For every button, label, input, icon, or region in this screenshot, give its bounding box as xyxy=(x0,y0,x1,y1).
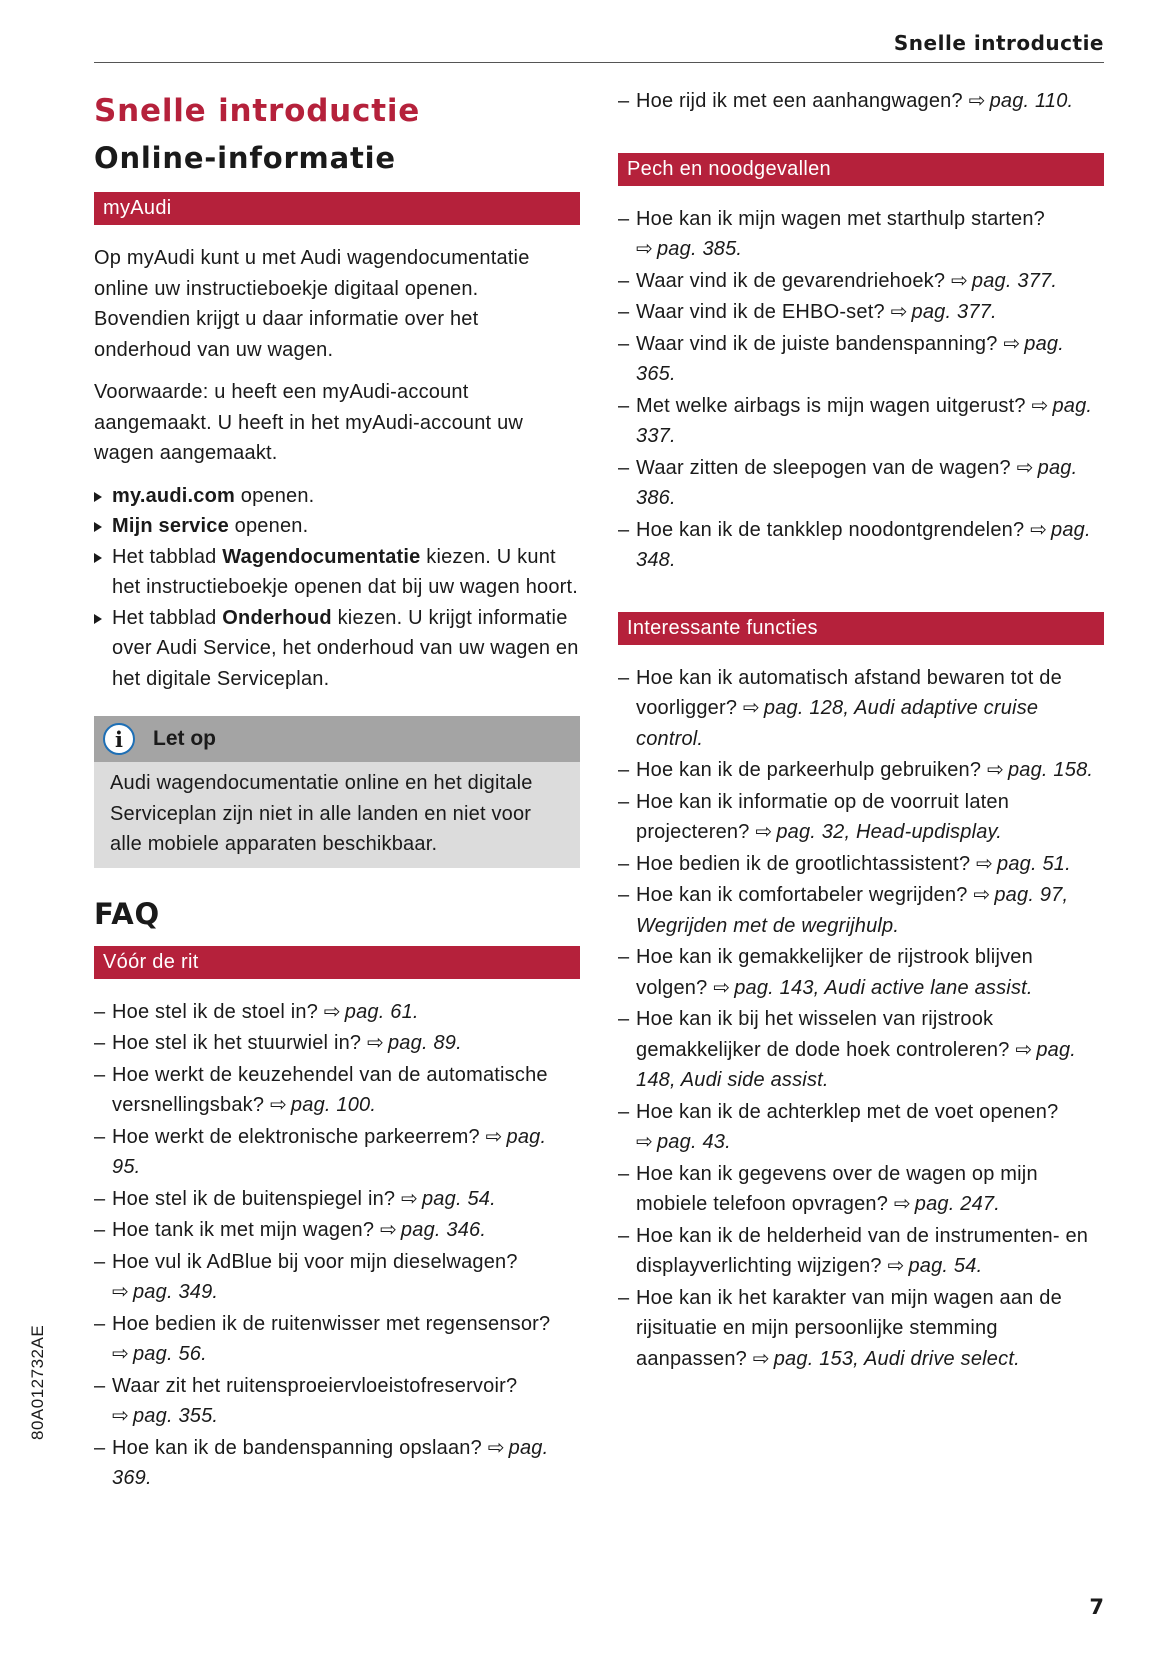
faq-question: Hoe kan ik het karakter van mijn wagen aan de rijsituatie en mijn persoonlijke stemming aanpassen? xyxy=(636,1286,1062,1370)
faq-item xyxy=(618,329,1104,390)
reference-text: pag. 247. xyxy=(914,1193,1000,1215)
dash-marker: – xyxy=(94,1312,106,1335)
dash-marker: – xyxy=(618,759,630,781)
dash-marker: – xyxy=(94,1374,106,1397)
step-text: openen. xyxy=(228,515,309,537)
reference-arrow-icon: ⇨ xyxy=(752,1347,770,1370)
dash-marker: – xyxy=(618,790,630,813)
reference-arrow-icon: ⇨ xyxy=(636,238,653,260)
reference-arrow-icon: ⇨ xyxy=(1016,456,1034,479)
reference-arrow-icon: ⇨ xyxy=(968,90,986,112)
note-text: Audi wagendocumentatie online en het digitale Serviceplan zijn niet in alle landen en niet voor alle mobiele apparaten beschikbaar. xyxy=(110,772,533,855)
faq-item xyxy=(618,942,1104,1003)
faq-question: Hoe kan ik de parkeerhulp gebruiken? xyxy=(636,759,982,781)
myaudi-intro-paragraph: Op myAudi kunt u met Audi wagendocumentatie online uw instructieboekje digitaal openen. Bovendien krijgt u daar informatie over het onderhoud van uw wagen. xyxy=(94,247,530,361)
dash-marker: – xyxy=(94,1125,106,1148)
faq-question: Hoe tank ik met mijn wagen? xyxy=(112,1219,375,1241)
reference-text: pag. 97, Wegrijden met de wegrijhulp. xyxy=(636,884,1069,937)
dash-marker: – xyxy=(618,269,630,292)
faq-item xyxy=(94,1433,580,1494)
step-item xyxy=(94,511,580,542)
step-bold: Mijn service xyxy=(112,515,229,537)
reference-arrow-icon: ⇨ xyxy=(742,697,760,719)
reference-arrow-icon: ⇨ xyxy=(323,1000,341,1023)
reference-text: pag. 377. xyxy=(911,301,997,323)
dash-marker: – xyxy=(618,1286,630,1309)
reference-text: pag. 32, Head-updisplay. xyxy=(776,821,1003,843)
top-item-list xyxy=(618,86,1104,117)
reference-text: pag. 348. xyxy=(636,518,1091,571)
reference-text: pag. 54. xyxy=(908,1255,983,1277)
step-item xyxy=(94,603,580,695)
note-header xyxy=(94,716,580,762)
dash-marker: – xyxy=(94,1436,106,1459)
faq-question: Waar vind ik de EHBO-set? xyxy=(636,301,885,323)
faq-question: Hoe rijd ik met een aanhangwagen? xyxy=(636,90,963,112)
reference-arrow-icon: ⇨ xyxy=(112,1343,129,1365)
page-reference[interactable] xyxy=(636,238,742,260)
section-title: Snelle introductie xyxy=(94,93,421,129)
reference-text: pag. 43. xyxy=(656,1131,731,1153)
reference-arrow-icon: ⇨ xyxy=(485,1125,503,1148)
faq-question: Hoe bedien ik de ruitenwisser met regensensor? xyxy=(112,1312,551,1335)
faq-question: Hoe kan ik de bandenspanning opslaan? xyxy=(112,1436,482,1459)
faq-question: Hoe stel ik het stuurwiel in? xyxy=(112,1032,362,1054)
dash-marker: – xyxy=(618,332,630,355)
reference-text: pag. 89. xyxy=(387,1032,462,1054)
step-bold: my.audi.com xyxy=(112,484,235,507)
faq-item xyxy=(618,266,1104,297)
reference-text: pag. 61. xyxy=(344,1000,419,1023)
faq-item xyxy=(618,86,1104,117)
dash-marker: – xyxy=(618,1162,630,1185)
dash-marker: – xyxy=(618,301,630,323)
step-item xyxy=(94,481,580,512)
faq-item xyxy=(618,1221,1104,1282)
step-text: kiezen. U kunt het instructieboekje openen dat bij uw wagen hoort. xyxy=(112,545,579,598)
faq-item xyxy=(618,787,1104,848)
dash-marker: – xyxy=(94,1219,106,1241)
dash-marker: – xyxy=(618,884,630,906)
reference-text: pag. 110. xyxy=(989,90,1074,112)
faq-question: Hoe stel ik de stoel in? xyxy=(112,1000,319,1023)
faq-question: Hoe vul ik AdBlue bij voor mijn dieselwagen? xyxy=(112,1250,518,1273)
myaudi-steps xyxy=(94,481,580,695)
faq-item xyxy=(94,1184,580,1215)
page-reference[interactable] xyxy=(636,1131,731,1153)
reference-text: pag. 337. xyxy=(636,394,1093,447)
faq-item xyxy=(94,1247,580,1308)
dash-marker: – xyxy=(618,394,630,417)
reference-arrow-icon: ⇨ xyxy=(1015,1038,1033,1061)
reference-arrow-icon: ⇨ xyxy=(887,1255,905,1277)
reference-arrow-icon: ⇨ xyxy=(890,301,908,323)
reference-arrow-icon: ⇨ xyxy=(976,852,993,875)
page-reference[interactable] xyxy=(951,270,1057,292)
page-reference[interactable] xyxy=(380,1219,486,1241)
reference-text: pag. 369. xyxy=(112,1436,549,1489)
reference-arrow-icon: ⇨ xyxy=(986,759,1004,781)
note-box xyxy=(94,716,580,868)
faq-question: Hoe kan ik gemakkelijker de rijstrook blijven volgen? xyxy=(636,946,1033,999)
interessant-list xyxy=(618,663,1104,1375)
faq-item xyxy=(94,997,580,1028)
faq-question: Hoe stel ik de buitenspiegel in? xyxy=(112,1187,396,1210)
faq-question: Hoe kan ik de achterklep met de voet openen? xyxy=(636,1100,1059,1123)
faq-question: Hoe kan ik mijn wagen met starthulp starten? xyxy=(636,207,1045,230)
myaudi-requirement-paragraph: Voorwaarde: u heeft een myAudi-account aangemaakt. U heeft in het myAudi-account uw wagen aangemaakt. xyxy=(94,381,524,464)
page-reference[interactable] xyxy=(976,853,1071,875)
step-item xyxy=(94,542,580,603)
reference-arrow-icon: ⇨ xyxy=(401,1187,418,1210)
faq-question: Waar zitten de sleepogen van de wagen? xyxy=(636,456,1011,479)
reference-text: pag. 153, Audi drive select. xyxy=(773,1347,1020,1370)
faq-question: Hoe kan ik comfortabeler wegrijden? xyxy=(636,884,968,906)
dash-marker: – xyxy=(618,1100,630,1123)
reference-arrow-icon: ⇨ xyxy=(973,884,991,906)
interessant-heading-bar: Interessante functies xyxy=(618,612,1104,645)
faq-item xyxy=(618,1004,1104,1096)
page-reference[interactable] xyxy=(987,759,1093,781)
page-reference[interactable] xyxy=(753,1348,1020,1370)
reference-arrow-icon: ⇨ xyxy=(1031,394,1049,417)
page-reference[interactable] xyxy=(112,1343,207,1365)
faq-question: Hoe werkt de keuzehendel van de automatische versnellingsbak? xyxy=(112,1063,548,1116)
faq-item xyxy=(618,880,1104,941)
page-reference[interactable] xyxy=(401,1188,496,1210)
faq-item xyxy=(618,453,1104,514)
faq-question: Hoe werkt de elektronische parkeerrem? xyxy=(112,1125,480,1148)
left-column xyxy=(94,86,580,1495)
faq-question: Hoe kan ik automatisch afstand bewaren tot de voorligger? xyxy=(636,666,1062,719)
reference-text: pag. 365. xyxy=(636,332,1065,385)
reference-text: pag. 54. xyxy=(421,1187,496,1210)
reference-text: pag. 377. xyxy=(971,269,1058,292)
reference-text: pag. 95. xyxy=(112,1125,547,1178)
reference-text: pag. 143, Audi active lane assist. xyxy=(734,976,1033,999)
info-icon: i xyxy=(103,723,135,755)
document-code: 80A012732AE xyxy=(28,1324,47,1440)
dash-marker: – xyxy=(618,666,630,689)
faq-item xyxy=(618,204,1104,265)
reference-text: pag. 346. xyxy=(400,1219,487,1241)
step-bold: Onderhoud xyxy=(222,606,332,629)
dash-marker: – xyxy=(618,852,630,875)
faq-question: Waar zit het ruitensproeiervloeistofreservoir? xyxy=(112,1374,518,1397)
step-arrow-icon xyxy=(94,553,102,563)
faq-question: Hoe kan ik bij het wisselen van rijstrook gemakkelijker de dode hoek controleren? xyxy=(636,1008,1010,1061)
faq-question: Met welke airbags is mijn wagen uitgerust? xyxy=(636,394,1026,417)
page-reference[interactable] xyxy=(270,1094,376,1116)
reference-arrow-icon: ⇨ xyxy=(367,1032,384,1054)
faq-question: Hoe kan ik gegevens over de wagen op mijn mobiele telefoon opvragen? xyxy=(636,1162,1038,1215)
faq-question: Waar vind ik de juiste bandenspanning? xyxy=(636,332,998,355)
dash-marker: – xyxy=(618,90,630,112)
faq-item xyxy=(618,391,1104,452)
reference-arrow-icon: ⇨ xyxy=(713,976,731,999)
faq-question: Hoe kan ik de tankklep noodontgrendelen? xyxy=(636,518,1025,541)
dash-marker: – xyxy=(94,1032,106,1054)
faq-item xyxy=(94,1028,580,1059)
faq-item xyxy=(94,1371,580,1432)
faq-question: Waar vind ik de gevarendriehoek? xyxy=(636,269,946,292)
page-title: Online-informatie xyxy=(94,141,396,175)
voor-de-rit-heading-bar: Vóór de rit xyxy=(94,946,580,979)
reference-text: pag. 385. xyxy=(656,238,743,260)
reference-arrow-icon: ⇨ xyxy=(893,1193,911,1215)
page-reference[interactable] xyxy=(324,1001,419,1023)
step-pre: Het tabblad xyxy=(112,545,223,568)
faq-item xyxy=(618,849,1104,880)
step-bold: Wagendocumentatie xyxy=(222,545,421,568)
dash-marker: – xyxy=(94,1000,106,1023)
faq-item xyxy=(618,297,1104,328)
note-title: Let op xyxy=(153,727,216,750)
reference-arrow-icon: ⇨ xyxy=(1030,518,1048,541)
right-column xyxy=(618,86,1104,1375)
dash-marker: – xyxy=(94,1187,106,1210)
pech-heading-bar: Pech en noodgevallen xyxy=(618,153,1104,186)
page-reference[interactable] xyxy=(755,821,1002,843)
reference-text: pag. 148, Audi side assist. xyxy=(636,1038,1077,1091)
pech-list xyxy=(618,204,1104,576)
dash-marker: – xyxy=(618,946,630,968)
reference-arrow-icon: ⇨ xyxy=(112,1405,129,1427)
voor-de-rit-list xyxy=(94,997,580,1494)
step-text: openen. xyxy=(234,484,315,507)
page-reference[interactable] xyxy=(969,90,1074,112)
faq-item xyxy=(94,1060,580,1121)
reference-arrow-icon: ⇨ xyxy=(636,1131,653,1153)
reference-arrow-icon: ⇨ xyxy=(1003,332,1021,355)
reference-text: pag. 386. xyxy=(636,456,1078,509)
reference-arrow-icon: ⇨ xyxy=(755,821,773,843)
faq-question: Hoe kan ik de helderheid van de instrumenten- en displayverlichting wijzigen? xyxy=(636,1224,1089,1277)
step-arrow-icon xyxy=(94,522,102,532)
dash-marker: – xyxy=(618,1008,630,1030)
reference-arrow-icon: ⇨ xyxy=(112,1281,129,1303)
dash-marker: – xyxy=(618,1224,630,1247)
page-reference[interactable] xyxy=(112,1405,218,1427)
reference-arrow-icon: ⇨ xyxy=(379,1219,397,1241)
step-text: kiezen. U krijgt informatie over Audi Service, het onderhoud van uw wagen en het digitale Serviceplan. xyxy=(112,606,579,690)
reference-arrow-icon: ⇨ xyxy=(950,269,968,292)
faq-item xyxy=(94,1215,580,1246)
reference-text: pag. 56. xyxy=(132,1343,207,1365)
page-reference[interactable] xyxy=(894,1193,1000,1215)
reference-arrow-icon: ⇨ xyxy=(487,1436,505,1459)
faq-item xyxy=(618,755,1104,786)
page-reference[interactable] xyxy=(713,977,1032,999)
reference-text: pag. 100. xyxy=(290,1094,377,1116)
step-pre: Het tabblad xyxy=(112,606,223,629)
reference-text: pag. 51. xyxy=(997,852,1071,875)
faq-item xyxy=(94,1122,580,1183)
reference-text: pag. 349. xyxy=(132,1281,219,1303)
step-arrow-icon xyxy=(94,614,102,624)
dash-marker: – xyxy=(94,1250,106,1273)
faq-item xyxy=(618,515,1104,576)
dash-marker: – xyxy=(94,1063,106,1086)
step-arrow-icon xyxy=(94,492,102,502)
myaudi-heading-bar: myAudi xyxy=(94,192,580,225)
faq-item xyxy=(618,1283,1104,1375)
faq-item xyxy=(94,1309,580,1370)
faq-item xyxy=(618,1159,1104,1220)
faq-question: Hoe kan ik informatie op de voorruit laten projecteren? xyxy=(636,790,1010,843)
page-reference[interactable] xyxy=(887,1255,982,1277)
reference-arrow-icon: ⇨ xyxy=(269,1094,287,1116)
reference-text: pag. 158. xyxy=(1007,759,1094,781)
faq-title: FAQ xyxy=(94,896,160,931)
page-number: 7 xyxy=(1089,1595,1104,1619)
dash-marker: – xyxy=(618,456,630,479)
faq-question: Hoe bedien ik de grootlichtassistent? xyxy=(636,852,971,875)
dash-marker: – xyxy=(618,518,630,541)
page-reference[interactable] xyxy=(112,1281,218,1303)
running-header xyxy=(94,30,1104,63)
faq-item xyxy=(618,663,1104,755)
reference-text: pag. 355. xyxy=(132,1405,219,1427)
dash-marker: – xyxy=(618,207,630,230)
faq-item xyxy=(618,1097,1104,1158)
page-reference[interactable] xyxy=(367,1032,462,1054)
running-title: Snelle introductie xyxy=(893,31,1104,55)
reference-text: pag. 128, Audi adaptive cruise control. xyxy=(636,697,1039,750)
page-reference[interactable] xyxy=(891,301,997,323)
